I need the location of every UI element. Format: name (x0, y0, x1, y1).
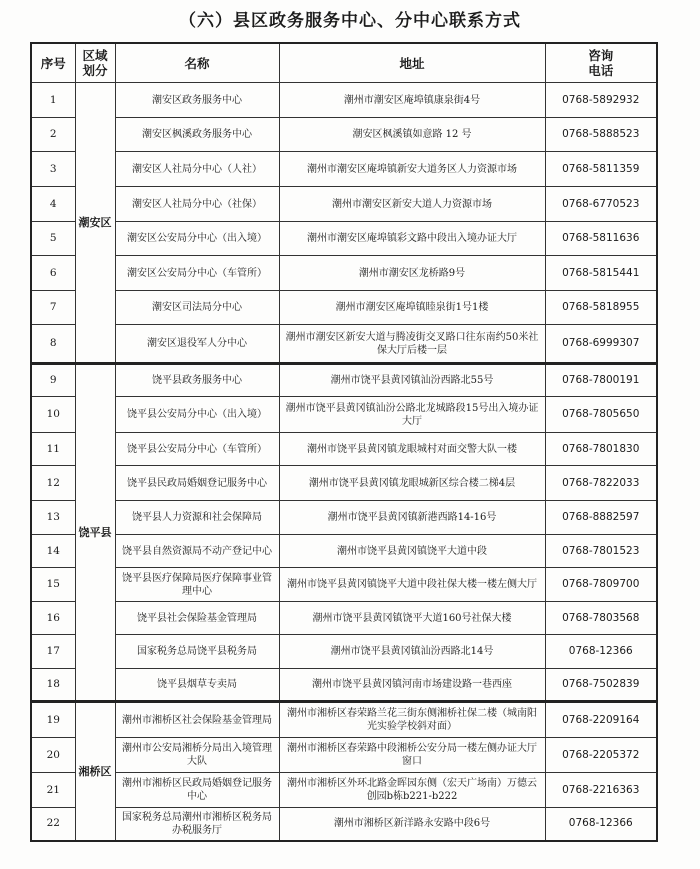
row-number: 11 (31, 433, 75, 466)
office-name: 饶平县医疗保障局医疗保障事业管理中心 (115, 568, 279, 602)
row-number: 13 (31, 501, 75, 535)
header-phone-line2: 电话 (588, 63, 614, 78)
office-address: 潮州市湘桥区春荣路兰花三街东侧湘桥社保二楼（城南阳光实验学校斜对面） (279, 702, 545, 738)
office-address: 潮安区枫溪镇如意路 12 号 (279, 118, 545, 152)
table-row (31, 152, 657, 187)
page-title: （六）县区政务服务中心、分中心联系方式 (179, 11, 521, 31)
office-address: 潮州市潮安区庵埠镇睦泉街1号1楼 (279, 291, 545, 325)
office-name: 潮州市公安局湘桥分局出入境管理大队 (115, 738, 279, 773)
office-phone: 0768-6770523 (545, 187, 657, 222)
row-number: 2 (31, 118, 75, 152)
office-name: 潮安区人社局分中心（人社） (115, 152, 279, 187)
office-name: 潮安区公安局分中心（出入境） (115, 222, 279, 256)
table-row (31, 187, 657, 222)
row-number: 16 (31, 602, 75, 635)
table-row (31, 291, 657, 325)
table-row (31, 602, 657, 635)
office-address: 潮州市饶平县黄冈镇汕汾西路北55号 (279, 364, 545, 397)
office-address: 潮州市饶平县黄冈镇龙眼城新区综合楼二梯4层 (279, 466, 545, 501)
office-phone: 0768-5888523 (545, 118, 657, 152)
office-phone: 0768-2205372 (545, 738, 657, 773)
row-number: 18 (31, 669, 75, 702)
office-phone: 0768-7502839 (545, 669, 657, 702)
table-row (31, 568, 657, 602)
header-area-line1: 区域 (82, 48, 108, 63)
office-name: 潮安区退役军人分中心 (115, 325, 279, 364)
row-number: 12 (31, 466, 75, 501)
office-phone: 0768-7801523 (545, 535, 657, 568)
table-row (31, 364, 657, 397)
office-name: 潮安区政务服务中心 (115, 83, 279, 118)
office-phone: 0768-7801830 (545, 433, 657, 466)
table-row (31, 808, 657, 841)
office-address: 潮州市潮安区龙桥路9号 (279, 256, 545, 291)
row-number: 1 (31, 83, 75, 118)
row-number: 17 (31, 635, 75, 669)
office-address: 潮州市饶平县黄冈镇河南市场建设路一巷西座 (279, 669, 545, 702)
office-name: 饶平县自然资源局不动产登记中心 (115, 535, 279, 568)
office-phone: 0768-12366 (545, 635, 657, 669)
row-number: 21 (31, 773, 75, 808)
office-phone: 0768-7805650 (545, 397, 657, 433)
table-row (31, 773, 657, 808)
office-phone: 0768-8882597 (545, 501, 657, 535)
office-name: 国家税务总局饶平县税务局 (115, 635, 279, 669)
office-phone: 0768-12366 (545, 808, 657, 841)
office-phone: 0768-7800191 (545, 364, 657, 397)
office-name: 饶平县人力资源和社会保障局 (115, 501, 279, 535)
office-address: 潮州市潮安区庵埠镇彩文路中段出入境办证大厅 (279, 222, 545, 256)
table-row (31, 501, 657, 535)
row-number: 15 (31, 568, 75, 602)
district-name: 湘桥区 (75, 702, 115, 841)
office-phone: 0768-7809700 (545, 568, 657, 602)
header-phone-line1: 咨询 (588, 48, 614, 63)
table-row (31, 256, 657, 291)
header-area-line2: 划分 (82, 63, 108, 78)
office-phone: 0768-5815441 (545, 256, 657, 291)
office-phone: 0768-7803568 (545, 602, 657, 635)
table-row (31, 433, 657, 466)
office-name: 潮安区人社局分中心（社保） (115, 187, 279, 222)
row-number: 7 (31, 291, 75, 325)
district-name: 潮安区 (75, 83, 115, 364)
header-row (31, 43, 657, 83)
office-name: 潮州市湘桥区社会保险基金管理局 (115, 702, 279, 738)
office-address: 潮州市饶平县黄冈镇饶平大道中段 (279, 535, 545, 568)
office-address: 潮州市饶平县黄冈镇饶平大道160号社保大楼 (279, 602, 545, 635)
office-name: 饶平县民政局婚姻登记服务中心 (115, 466, 279, 501)
table-row (31, 118, 657, 152)
row-number: 5 (31, 222, 75, 256)
row-number: 4 (31, 187, 75, 222)
header-address: 地址 (279, 43, 545, 83)
office-name: 潮州市湘桥区民政局婚姻登记服务中心 (115, 773, 279, 808)
table-row (31, 702, 657, 738)
office-address: 潮州市潮安区新安大道与腾凌街交叉路口往东南约50米社保大厅后楼一层 (279, 325, 545, 364)
table-row (31, 635, 657, 669)
office-address: 潮州市饶平县黄冈镇汕汾西路北14号 (279, 635, 545, 669)
office-name: 国家税务总局潮州市湘桥区税务局办税服务厅 (115, 808, 279, 841)
office-phone: 0768-5811359 (545, 152, 657, 187)
office-address: 潮州市湘桥区新洋路永安路中段6号 (279, 808, 545, 841)
table-body (31, 83, 657, 841)
row-number: 20 (31, 738, 75, 773)
office-phone: 0768-2209164 (545, 702, 657, 738)
header-phone (545, 43, 657, 83)
office-phone: 0768-5818955 (545, 291, 657, 325)
office-name: 饶平县公安局分中心（车管所） (115, 433, 279, 466)
table-row (31, 222, 657, 256)
row-number: 14 (31, 535, 75, 568)
table-row (31, 466, 657, 501)
office-address: 潮州市饶平县黄冈镇龙眼城村对面交警大队一楼 (279, 433, 545, 466)
row-number: 22 (31, 808, 75, 841)
header-area (75, 43, 115, 83)
office-address: 潮州市湘桥区外环北路金晖园东侧（宏天广场南）万德云创园b栋b221-b222 (279, 773, 545, 808)
office-address: 潮州市潮安区庵埠镇新安大道务区人力资源市场 (279, 152, 545, 187)
office-address: 潮州市饶平县黄冈镇饶平大道中段社保大楼一楼左侧大厅 (279, 568, 545, 602)
office-name: 饶平县烟草专卖局 (115, 669, 279, 702)
contact-table (30, 42, 658, 842)
office-name: 饶平县社会保险基金管理局 (115, 602, 279, 635)
office-address: 潮州市湘桥区春荣路中段湘桥公安分局一楼左侧办证大厅窗口 (279, 738, 545, 773)
office-name: 潮安区公安局分中心（车管所） (115, 256, 279, 291)
table-row (31, 738, 657, 773)
office-name: 潮安区枫溪政务服务中心 (115, 118, 279, 152)
office-address: 潮州市饶平县黄冈镇新港西路14-16号 (279, 501, 545, 535)
district-name: 饶平县 (75, 364, 115, 702)
row-number: 8 (31, 325, 75, 364)
table-row (31, 535, 657, 568)
office-phone: 0768-5892932 (545, 83, 657, 118)
office-name: 饶平县政务服务中心 (115, 364, 279, 397)
header-no: 序号 (31, 43, 75, 83)
office-name: 潮安区司法局分中心 (115, 291, 279, 325)
office-address: 潮州市饶平县黄冈镇汕汾公路北龙城路段15号出入境办证大厅 (279, 397, 545, 433)
table-row (31, 83, 657, 118)
office-phone: 0768-6999307 (545, 325, 657, 364)
row-number: 19 (31, 702, 75, 738)
row-number: 9 (31, 364, 75, 397)
row-number: 10 (31, 397, 75, 433)
table-row (31, 397, 657, 433)
office-address: 潮州市潮安区庵埠镇康泉街4号 (279, 83, 545, 118)
office-address: 潮州市潮安区新安大道人力资源市场 (279, 187, 545, 222)
row-number: 3 (31, 152, 75, 187)
office-name: 饶平县公安局分中心（出入境） (115, 397, 279, 433)
table-row (31, 325, 657, 364)
header-name: 名称 (115, 43, 279, 83)
office-phone: 0768-7822033 (545, 466, 657, 501)
office-phone: 0768-2216363 (545, 773, 657, 808)
row-number: 6 (31, 256, 75, 291)
office-phone: 0768-5811636 (545, 222, 657, 256)
table-row (31, 669, 657, 702)
